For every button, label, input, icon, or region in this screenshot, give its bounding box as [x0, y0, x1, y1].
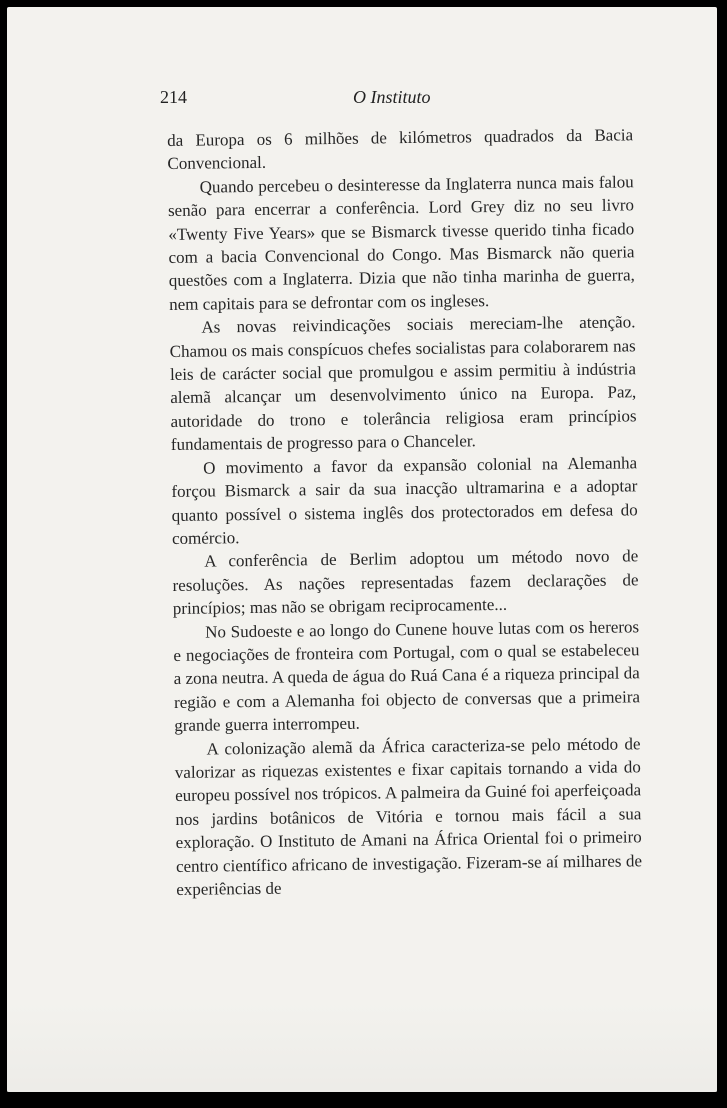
- paragraph: A colonização alemã da África caracteriza-se pelo método de valorizar as riquezas existentes e fixar capitais tornando a vida do europeu possível nos trópicos. A palmeira da Guiné foi aperfeiçoada nos jardins botânicos de Vitória e tornou mais fácil a sua exploração. O Instituto de Amani na África Oriental foi o primeiro centro científico africano de investigação. Fizeram-se aí milhares de experiências de: [174, 733, 643, 899]
- paragraph: No Sudoeste e ao longo do Cunene houve lutas com os hereros e negociações de fronteira com Portugal, com o qual se estabeleceu a zona neutra. A queda de água do Ruá Cana é a riqueza principal da região e com a Alemanha foi objecto de conversas que a primeira grande guerra interrompeu.: [173, 616, 641, 736]
- paragraph: A conferência de Berlim adoptou um método novo de resoluções. As nações representadas fazem declarações de princípios; mas não se obrigam reciprocamente...: [172, 546, 639, 619]
- book-page: [7, 7, 717, 1092]
- paragraph: As novas reivindicações sociais mereciam-lhe atenção. Chamou os mais conspícuos chefes socialistas para colaborarem nas leis de carácter social que promulgou e assim permitiu à indústria alemã alcançar um desenvolvimento único na Europa. Paz, autoridade do trono e tolerância religiosa eram princípios fundamentais de progresso para o Chanceler.: [169, 312, 637, 455]
- running-title: O Instituto: [353, 87, 431, 107]
- page-number: 214: [160, 87, 187, 107]
- body-text: [167, 123, 642, 901]
- scan-shadow: [7, 1002, 717, 1092]
- paragraph-continuation: da Europa os 6 milhões de kilómetros quadrados da Bacia Convencional.: [167, 125, 634, 174]
- paragraph: O movimento a favor da expansão colonial na Alemanha forçou Bismarck a sair da sua inacção ultramarina e a adoptar quanto possível o sistema inglês dos protectorados em defesa do comércio.: [171, 452, 638, 548]
- paragraph: Quando percebeu o desinteresse da Inglaterra nunca mais falou senão para encerrar a conferência. Lord Grey diz no seu livro «Twenty Five Years» que se Bismarck tivesse querido tinha ficado com a bacia Convencional do Congo. Mas Bismarck não queria questões com a Inglaterra. Dizia que não tinha marinha de guerra, nem capitais para se defrontar com os ingleses.: [167, 172, 635, 314]
- page-header: [150, 87, 630, 111]
